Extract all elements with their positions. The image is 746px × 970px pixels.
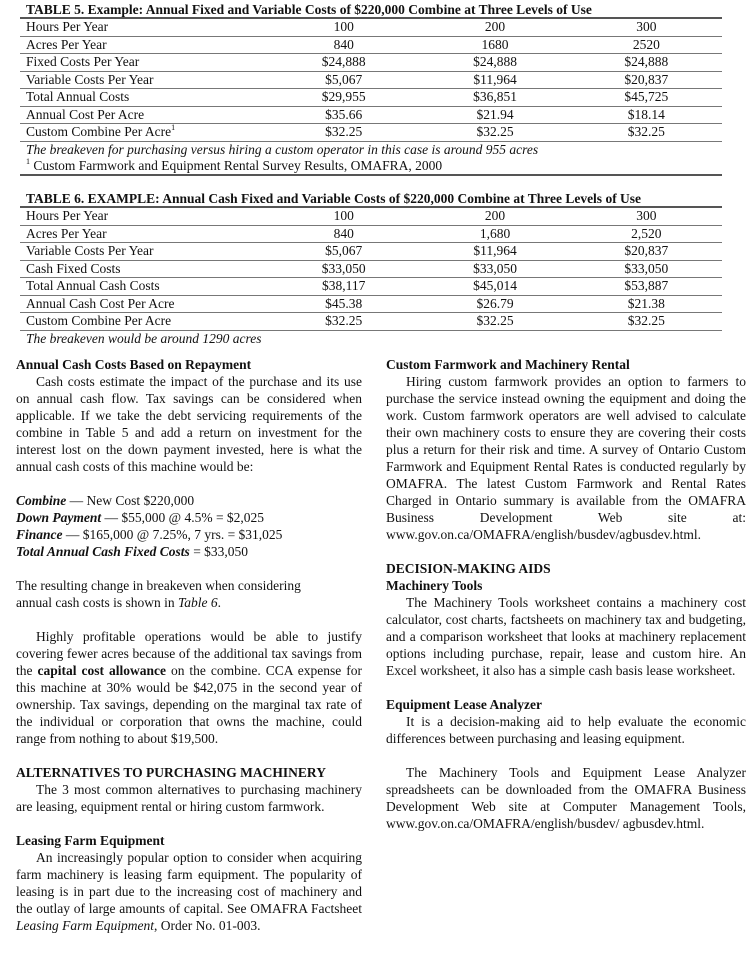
table-cell: 100 bbox=[333, 19, 354, 34]
row-label: Total Annual Cash Costs bbox=[26, 278, 160, 293]
table-cell: 200 bbox=[484, 208, 506, 223]
table-cell: $36,851 bbox=[473, 89, 517, 104]
table-cell: $18.14 bbox=[627, 106, 665, 122]
paragraph: The resulting change in breakeven when considering annual cash costs is shown in Table 6. bbox=[16, 578, 301, 610]
table-cell: $26.79 bbox=[476, 295, 514, 311]
table-row bbox=[20, 19, 722, 37]
row-label: Acres Per Year bbox=[26, 225, 107, 241]
table-cell: $11,964 bbox=[473, 243, 517, 258]
table-title: TABLE 5. Example: Annual Fixed and Variable Costs of $220,000 Combine at Three Levels of Use bbox=[20, 2, 722, 19]
heading: Annual Cash Costs Based on Repayment bbox=[16, 357, 252, 372]
table-row bbox=[20, 261, 722, 279]
table-cell: 840 bbox=[333, 225, 354, 241]
table-cell: $32.25 bbox=[476, 313, 514, 328]
table-cell: $45.38 bbox=[325, 295, 363, 311]
table-note: The breakeven for purchasing versus hiring a custom operator in this case is around 955 acres bbox=[26, 141, 539, 157]
table-row bbox=[20, 278, 722, 296]
table-cell: $32.25 bbox=[325, 124, 363, 139]
row-label: Fixed Costs Per Year bbox=[26, 54, 140, 69]
paragraph: Hiring custom farmwork provides an option to farmers to purchase the service instead owning the equipment and doing the work. Custom farmwork operators are well advised to calculate their own machinery costs to ensure they are covering their costs plus a return for their risk and time. A survey of Ontario Custom Farmwork and Equipment Rental Rates is conducted regularly by OMAFRA. The latest Custom Farmwork and Rental Rates Charged in Ontario summary is available from the OMAFRA Business Development Web site at: www.gov.on.ca/OMAFRA/english/busdev/agbusdev.html. bbox=[386, 374, 746, 542]
table-cell: $24,888 bbox=[473, 54, 517, 69]
table-cell: $53,887 bbox=[624, 278, 669, 293]
table-cell: $24,888 bbox=[321, 54, 366, 69]
table-cell: $29,955 bbox=[321, 89, 366, 104]
table-cell: 2520 bbox=[632, 36, 660, 52]
table-6 bbox=[20, 191, 722, 347]
table-row bbox=[20, 37, 722, 55]
table-cell: $5,067 bbox=[325, 71, 363, 87]
section-heading: DECISION-MAKING AIDS bbox=[386, 561, 551, 576]
paragraph: The Machinery Tools and Equipment Lease Analyzer spreadsheets can be downloaded from the OMAFRA Business Development Web site at Computer Management Tools, www.gov.on.ca/OMAFRA/english/busdev/ agbusdev.html. bbox=[386, 765, 746, 831]
table-row bbox=[20, 243, 722, 261]
table-title: TABLE 6. EXAMPLE: Annual Cash Fixed and Variable Costs of $220,000 Combine at Three Levels of Use bbox=[20, 191, 722, 208]
row-label: Hours Per Year bbox=[26, 19, 109, 34]
heading: Leasing Farm Equipment bbox=[16, 833, 165, 848]
table-cell: $32.25 bbox=[325, 313, 363, 328]
table-cell: $5,067 bbox=[325, 243, 363, 258]
table-cell: $45,014 bbox=[473, 278, 517, 293]
heading: Custom Farmwork and Machinery Rental bbox=[386, 357, 630, 372]
row-label: Hours Per Year bbox=[26, 208, 109, 223]
paragraph: The 3 most common alternatives to purchasing machinery are leasing, equipment rental or hiring custom farmwork. bbox=[16, 782, 362, 814]
cost-line: Finance — $165,000 @ 7.25%, 7 yrs. = $31,025 bbox=[16, 527, 283, 542]
table-row bbox=[20, 89, 722, 107]
footnote-marker: 1 bbox=[26, 156, 30, 166]
table-5 bbox=[20, 2, 722, 176]
table-cell: $21.38 bbox=[627, 295, 665, 311]
footnote-marker: 1 bbox=[171, 123, 176, 132]
paragraph: Highly profitable operations would be able to justify covering fewer acres because of the additional tax savings from the capital cost allowance on the combine. CCA expense for this machine at 30% would be $42,075 in the second year of ownership. Tax savings, depending on the marginal tax rate of the individual or corporation that owns the machine, could range from nothing to about $19,500. bbox=[16, 629, 362, 746]
table-cell: 1680 bbox=[481, 36, 509, 52]
table-note: The breakeven would be around 1290 acres bbox=[26, 330, 262, 346]
table-row bbox=[20, 54, 722, 72]
table-row bbox=[20, 296, 722, 314]
table-cell: 100 bbox=[333, 208, 354, 223]
table-cell: $33,050 bbox=[321, 260, 366, 276]
table-row bbox=[20, 72, 722, 90]
table-cell: $20,837 bbox=[624, 243, 669, 258]
table-cell: $32.25 bbox=[476, 124, 514, 139]
row-label: Annual Cash Cost Per Acre bbox=[26, 295, 175, 311]
heading: Machinery Tools bbox=[386, 578, 483, 593]
row-label: Cash Fixed Costs bbox=[26, 260, 121, 276]
table-cell: $33,050 bbox=[473, 260, 517, 276]
table-cell: 300 bbox=[636, 19, 657, 34]
row-label: Variable Costs Per Year bbox=[26, 71, 154, 87]
table-row bbox=[20, 226, 722, 244]
row-label: Acres Per Year bbox=[26, 36, 107, 52]
table-cell: 300 bbox=[636, 208, 657, 223]
table-row bbox=[20, 208, 722, 226]
paragraph: Cash costs estimate the impact of the purchase and its use on annual cash flow. Tax savings can be considered when applicable. If we take the debt servicing requirements of the combine in Table 5 and add a return on investment for the interest lost on the down payment invested, here is what the annual cash costs of this machine would be: bbox=[16, 374, 362, 474]
row-label: Custom Combine Per Acre bbox=[26, 313, 172, 328]
heading: Equipment Lease Analyzer bbox=[386, 697, 543, 712]
section-heading: ALTERNATIVES TO PURCHASING MACHINERY bbox=[16, 765, 326, 780]
row-label: Custom Combine Per Acre$^1$ bbox=[26, 123, 176, 139]
row-label: Variable Costs Per Year bbox=[26, 243, 154, 258]
table-footnote bbox=[20, 158, 722, 176]
left-column bbox=[16, 356, 362, 934]
table-cell: $35.66 bbox=[325, 106, 363, 122]
row-label: Total Annual Costs bbox=[26, 89, 130, 104]
table-cell: $20,837 bbox=[624, 71, 669, 87]
paragraph: The Machinery Tools worksheet contains a machinery cost calculator, cost charts, factsheets on machinery tax and budgeting, and a comparison worksheet that looks at machinery replacement options including purchase, repair, lease and custom hire. An Excel worksheet, it also has a simple cash basis lease worksheet. bbox=[386, 595, 746, 678]
table-cell: 2,520 bbox=[631, 225, 662, 241]
table-cell: $24,888 bbox=[624, 54, 669, 69]
table-row bbox=[20, 107, 722, 125]
right-column bbox=[386, 356, 746, 832]
table-row bbox=[20, 313, 722, 331]
table-cell: 840 bbox=[333, 36, 354, 52]
paragraph: An increasingly popular option to consider when acquiring farm machinery is leasing farm equipment. The popularity of leasing is in part due to the increasing cost of machinery and the outlay of large amounts of capital. See OMAFRA Factsheet Leasing Farm Equipment, Order No. 01-003. bbox=[16, 850, 362, 933]
table-cell: 1,680 bbox=[479, 225, 511, 241]
table-cell: $21.94 bbox=[476, 106, 514, 122]
table-cell: $32.25 bbox=[627, 313, 665, 328]
cost-line: Down Payment — $55,000 @ 4.5% = $2,025 bbox=[16, 510, 265, 525]
footnote-text: Custom Farmwork and Equipment Rental Survey Results, OMAFRA, 2000 bbox=[33, 157, 443, 173]
paragraph: It is a decision-making aid to help evaluate the economic differences between purchasing and leasing equipment. bbox=[386, 714, 746, 746]
table-row bbox=[20, 124, 722, 142]
table-cell: 200 bbox=[484, 19, 506, 34]
table-cell: $38,117 bbox=[322, 278, 366, 293]
table-cell: $45,725 bbox=[624, 89, 669, 104]
table-cell: $33,050 bbox=[624, 260, 669, 276]
table-cell: $32.25 bbox=[627, 124, 665, 139]
cost-line: Combine — New Cost $220,000 bbox=[16, 493, 195, 508]
row-label: Annual Cost Per Acre bbox=[26, 106, 145, 122]
table-cell: $11,964 bbox=[473, 71, 517, 87]
cost-line: Total Annual Cash Fixed Costs = $33,050 bbox=[16, 544, 249, 559]
